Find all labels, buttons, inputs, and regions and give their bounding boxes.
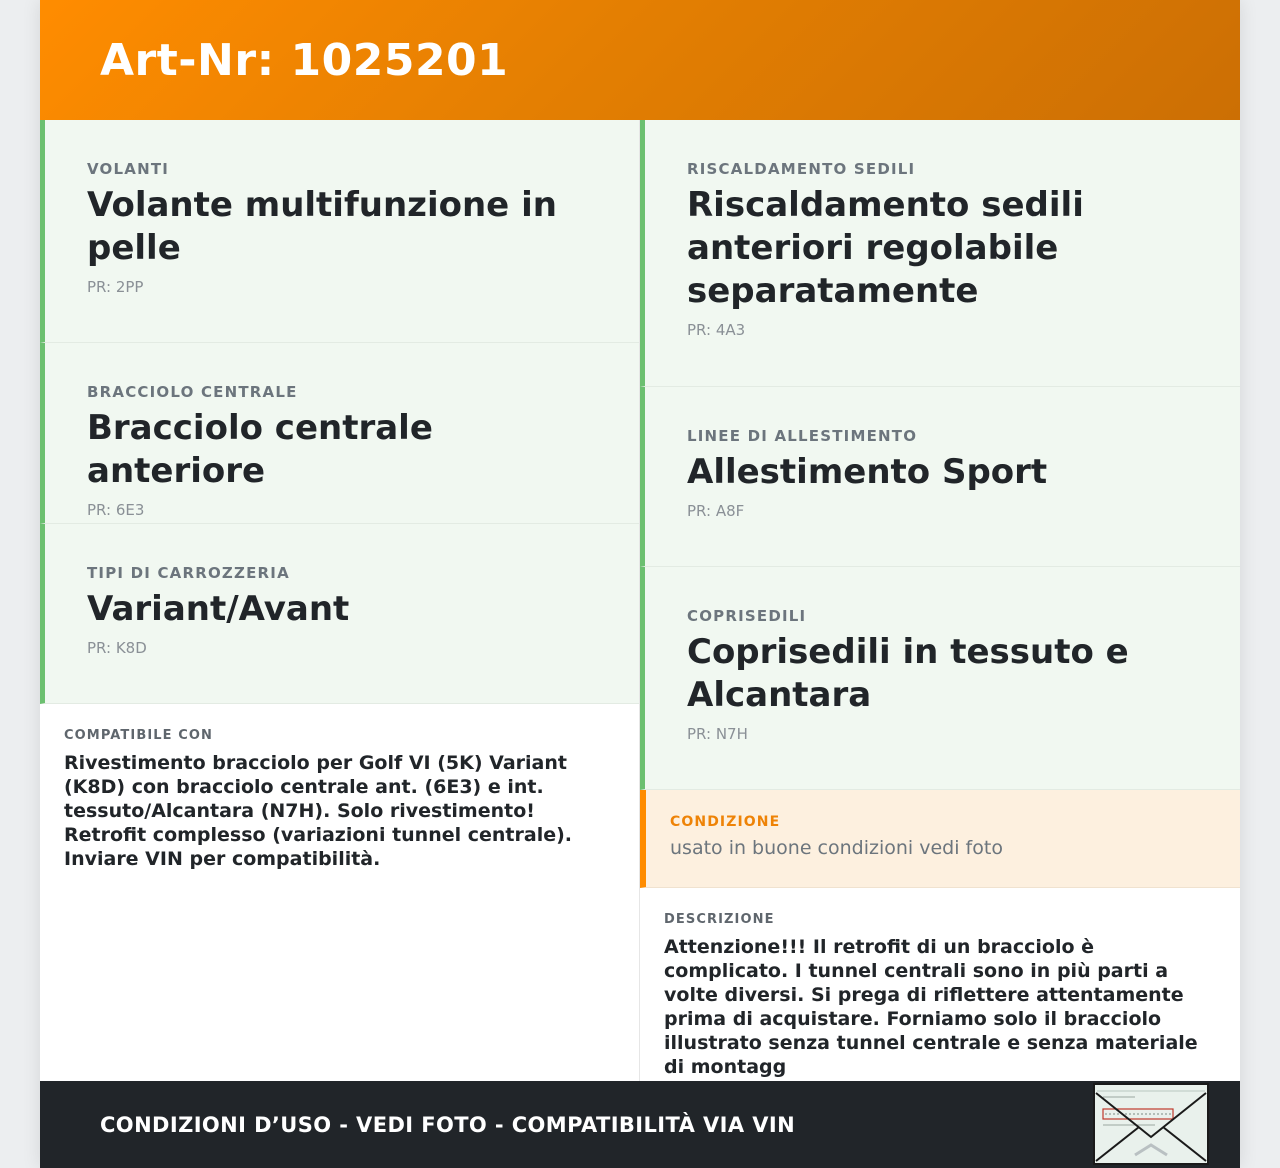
feature-title: Riscaldamento sedili anteriori regolabile separatamente — [687, 185, 1084, 311]
footer-bar — [40, 1081, 1240, 1168]
envelope-graphic — [1095, 1085, 1207, 1163]
condition-label: CONDIZIONE — [670, 814, 781, 830]
right-column — [640, 120, 1240, 1081]
header — [40, 0, 1240, 120]
feature-category: BRACCIOLO CENTRALE — [87, 383, 298, 401]
condition-section — [640, 790, 1240, 888]
feature-pr-code: PR: 6E3 — [87, 501, 145, 519]
feature-card-trim-line — [640, 387, 1240, 567]
feature-category: LINEE DI ALLESTIMENTO — [687, 427, 918, 445]
article-number-title: Art-Nr: 1025201 — [100, 34, 509, 86]
compatibility-label: COMPATIBILE CON — [64, 728, 214, 743]
left-column — [40, 120, 640, 1081]
feature-category: VOLANTI — [87, 160, 170, 178]
feature-card-seat-heating — [640, 120, 1240, 387]
description-text: Attenzione!!! Il retrofit di un bracciolo è complicato. I tunnel centrali sono in più parti a volte diversi. Si prega di riflettere attentamente prima di acquistare. Forniamo solo il bracciolo illustrato senza tunnel centrale e senza materiale di montagg — [664, 936, 1198, 1078]
feature-title: Coprisedili in tessuto e Alcantara — [687, 632, 1129, 715]
description-section — [640, 888, 1240, 1079]
envelope-icon — [1093, 1083, 1209, 1165]
feature-pr-code: PR: A8F — [687, 502, 745, 520]
feature-category: TIPI DI CARROZZERIA — [87, 564, 290, 582]
description-label: DESCRIZIONE — [664, 912, 775, 927]
feature-pr-code: PR: K8D — [87, 639, 147, 657]
feature-card-armrest — [40, 343, 639, 524]
feature-title: Volante multifunzione in pelle — [87, 185, 557, 268]
compatibility-text: Rivestimento bracciolo per Golf VI (5K) Variant (K8D) con bracciolo centrale ant. (6E3) e int. tessuto/Alcantara (N7H). Solo rivestimento! Retrofit complesso (variazioni tunnel centrale). Inviare VIN per compatibilità. — [64, 752, 572, 870]
compatibility-section — [40, 704, 639, 871]
feature-category: COPRISEDILI — [687, 607, 807, 625]
feature-title: Variant/Avant — [87, 589, 350, 629]
content-columns — [40, 120, 1240, 1081]
feature-pr-code: PR: 4A3 — [687, 321, 746, 339]
feature-card-body-type — [40, 524, 639, 704]
product-sheet — [40, 0, 1240, 1168]
feature-card-steering-wheel — [40, 120, 639, 343]
footer-text: CONDIZIONI D’USO - VEDI FOTO - COMPATIBILITÀ VIA VIN — [100, 1112, 796, 1137]
feature-card-seat-covers — [640, 567, 1240, 790]
feature-title: Bracciolo centrale anteriore — [87, 408, 433, 491]
feature-pr-code: PR: N7H — [687, 725, 748, 743]
feature-pr-code: PR: 2PP — [87, 278, 144, 296]
condition-text: usato in buone condizioni vedi foto — [670, 837, 1003, 859]
feature-title: Allestimento Sport — [687, 452, 1048, 492]
feature-category: RISCALDAMENTO SEDILI — [687, 160, 916, 178]
